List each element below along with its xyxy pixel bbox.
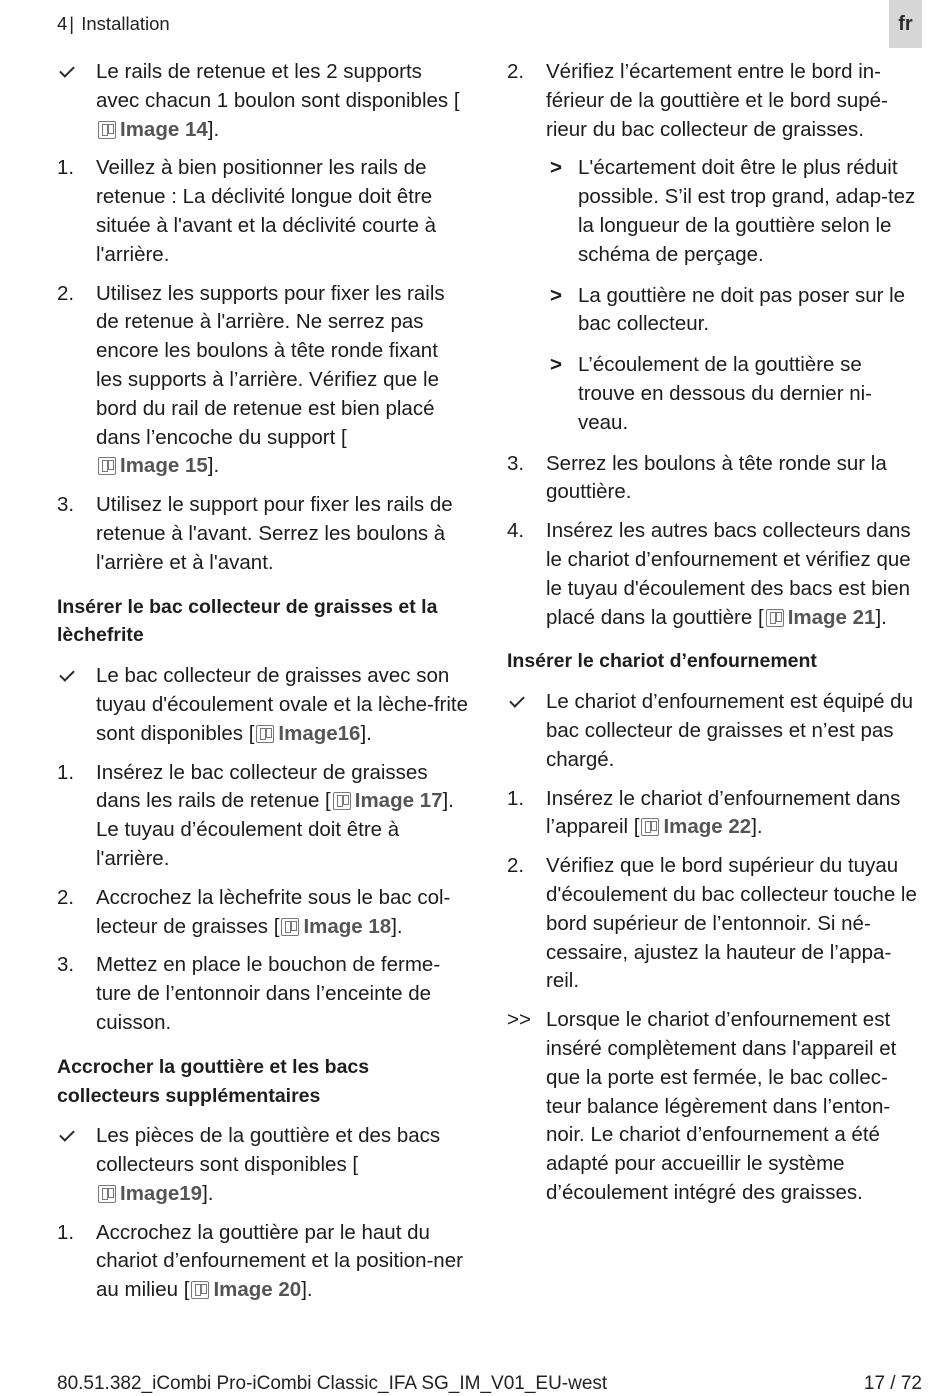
chapter-number: 4 (57, 13, 68, 34)
checkmark-icon (59, 1127, 75, 1143)
section-heading-bac: Insérer le bac collecteur de graisses et la lèchefrite (57, 595, 438, 647)
step-item (57, 154, 469, 269)
checkmark-icon (59, 62, 75, 78)
item-text-after: ]. (751, 815, 763, 839)
image-reference[interactable] (331, 789, 443, 812)
block-chariot (507, 688, 922, 1208)
item-text: Insérez les autres bacs collecteurs dans le chariot d’enfournement et vérifiez que le tuyau d'écoulement des bacs est bien placé dans la gouttière [ (546, 519, 911, 629)
step-item (507, 517, 922, 632)
image-reference[interactable] (96, 1182, 202, 1205)
step-item (57, 759, 469, 874)
item-marker: 1. (507, 786, 525, 810)
item-text: Vérifiez que le bord supérieur du tuyau d'écoulement du bac collecteur touche le bord supérieur de l’entonnoir. Si né-cessaire, ajustez la hauteur de l’appa-reil. (546, 854, 917, 993)
prerequisite-item (57, 662, 469, 748)
result-item (507, 154, 922, 269)
item-text: Les pièces de la gouttière et des bacs collecteurs sont disponibles [ (96, 1124, 441, 1177)
image-reference[interactable] (639, 815, 751, 838)
final-result-item (507, 1006, 922, 1208)
prerequisite-item (57, 58, 469, 144)
item-marker: 1. (57, 760, 75, 784)
step-item (507, 450, 922, 508)
section-heading-chariot: Insérer le chariot d’enfournement (507, 650, 817, 673)
item-text: Insérez le chariot d’enfournement dans l’appareil [ (546, 786, 901, 839)
image-icon (98, 457, 116, 475)
item-text: Insérez le bac collecteur de graisses dans les rails de retenue [ (96, 760, 428, 813)
image-reference-label: Image 17 (354, 789, 443, 813)
item-marker: 2. (57, 281, 75, 305)
step-item (57, 280, 469, 482)
item-text: Vérifiez l’écartement entre le bord in-férieur de la gouttière et le bord supé-rieur du bac collecteur de graisses. (546, 60, 888, 141)
image-reference-label: Image 21 (787, 605, 876, 629)
image-reference-label: Image 22 (663, 815, 752, 839)
item-text: La gouttière ne doit pas poser sur le bac collecteur. (578, 283, 906, 336)
checkmark-icon (509, 692, 525, 708)
image-reference-label: Image 14 (120, 117, 208, 141)
prerequisite-item (507, 688, 922, 774)
item-marker (507, 688, 543, 717)
item-text: Le rails de retenue et les 2 supports avec chacun 1 boulon sont disponibles [ (96, 60, 460, 112)
image-reference[interactable] (764, 606, 876, 629)
item-text: Lorsque le chariot d’enfournement est inséré complètement dans l'appareil et que la porte est fermée, le bac collec-teur balance légèrement dans l’enton-noir. Le chariot d’enfournement a été adapté pour accueillir le système d’écoulement intégré des graisses. (546, 1008, 897, 1204)
item-marker: 2. (507, 60, 525, 83)
image-icon (256, 725, 274, 743)
prerequisite-item (57, 1122, 469, 1208)
language-tab: fr (889, 0, 922, 48)
image-reference[interactable] (254, 722, 360, 745)
item-marker: > (550, 283, 562, 307)
block-rails (57, 58, 469, 578)
item-text: Veillez à bien positionner les rails de retenue : La déclivité longue doit être située à l'avant et la déclivité courte à l'arrière. (96, 156, 437, 266)
result-item (507, 351, 922, 437)
item-text: L'écartement doit être le plus réduit possible. S’il est trop grand, adap-tez la longueur de la gouttière selon le schéma de perçage. (578, 156, 916, 266)
step-item (57, 951, 469, 1037)
item-marker: > (550, 156, 562, 180)
item-text-after: ]. (207, 117, 220, 141)
step-item (57, 1219, 469, 1305)
step-item (57, 491, 469, 577)
item-marker: >> (507, 1008, 531, 1032)
item-text-after: ]. (202, 1181, 214, 1205)
item-marker: 3. (57, 953, 75, 977)
item-text-after: ]. (207, 454, 220, 478)
item-marker: 1. (57, 1220, 75, 1244)
image-icon (766, 609, 784, 627)
item-text-after: ]. (360, 721, 372, 745)
block-gouttiere (57, 1122, 469, 1305)
block-results (507, 154, 922, 437)
item-marker: 3. (507, 451, 525, 475)
item-text: Le chariot d’enfournement est équipé du bac collecteur de graisses et n’est pas chargé. (546, 690, 913, 771)
item-text-after: ]. (875, 605, 887, 629)
footer-document-id: 80.51.382_iCombi Pro-iCombi Classic_IFA SG_IM_V01_EU-west (57, 1373, 608, 1394)
item-text: Mettez en place le bouchon de ferme-ture de l’entonnoir dans l’enceinte de cuisson. (96, 953, 441, 1034)
image-reference-label: Image 18 (303, 914, 392, 938)
item-marker: 2. (507, 854, 525, 878)
step-item (507, 58, 922, 144)
header-separator: | (69, 13, 75, 34)
item-text: Accrochez la gouttière par le haut du chariot d’enfournement et la position-ner au milieu [ (96, 1220, 463, 1302)
image-icon (641, 818, 659, 836)
item-marker: 2. (57, 885, 75, 909)
image-reference[interactable] (279, 915, 391, 938)
item-text: Utilisez les supports pour fixer les rails de retenue à l'arrière. Ne serrez pas encore les boulons à tête ronde fixant les supports à l’arrière. Vérifiez que le bord du rail de retenue est bien placé dans l’encoche du support [ (96, 281, 445, 449)
section-heading-gouttiere: Accrocher la gouttière et les bacs collecteurs supplémentaires (57, 1055, 370, 1107)
step-item (507, 785, 922, 843)
image-reference[interactable] (189, 1278, 301, 1301)
item-marker (57, 662, 93, 691)
image-icon (281, 918, 299, 936)
right-column (507, 58, 922, 1218)
chapter-title: Installation (81, 13, 170, 34)
step-item (57, 884, 469, 942)
item-marker: 1. (57, 156, 75, 180)
image-reference-label: Image 15 (120, 454, 208, 478)
block-step2 (507, 58, 922, 144)
item-text: Accrochez la lèchefrite sous le bac col-lecteur de graisses [ (96, 885, 451, 938)
item-text: Utilisez le support pour fixer les rails de retenue à l'avant. Serrez les boulons à l'arrière et à l'avant. (96, 493, 453, 574)
image-icon (333, 792, 351, 810)
item-text-after: ]. Le tuyau d’écoulement doit être à l'arrière. (96, 789, 454, 870)
item-marker: > (550, 353, 562, 377)
image-icon (191, 1281, 209, 1299)
item-marker (57, 1122, 93, 1151)
item-text-after: ]. (301, 1278, 313, 1302)
item-text: L’écoulement de la gouttière se trouve en dessous du dernier ni-veau. (578, 353, 873, 434)
item-marker (57, 58, 93, 87)
step-item (507, 852, 922, 996)
image-icon (98, 1185, 116, 1203)
image-reference[interactable] (96, 454, 208, 477)
item-text: Serrez les boulons à tête ronde sur la gouttière. (546, 451, 887, 504)
image-reference[interactable] (96, 118, 208, 141)
image-reference-label: Image19 (120, 1181, 203, 1205)
checkmark-icon (59, 666, 75, 682)
item-marker: 3. (57, 493, 75, 517)
footer-page-number: 17 / 72 (863, 1373, 922, 1394)
block-bac (57, 662, 469, 1038)
item-text-after: ]. (391, 914, 403, 938)
block-steps (507, 450, 922, 633)
left-column (57, 58, 469, 1315)
page-header (57, 10, 170, 38)
image-reference-label: Image 20 (213, 1278, 302, 1302)
item-text: Le bac collecteur de graisses avec son tuyau d'écoulement ovale et la lèche-frite sont disponibles [ (96, 664, 468, 745)
result-item (507, 282, 922, 340)
image-reference-label: Image16 (278, 721, 361, 745)
item-marker: 4. (507, 519, 525, 543)
image-icon (98, 121, 116, 139)
